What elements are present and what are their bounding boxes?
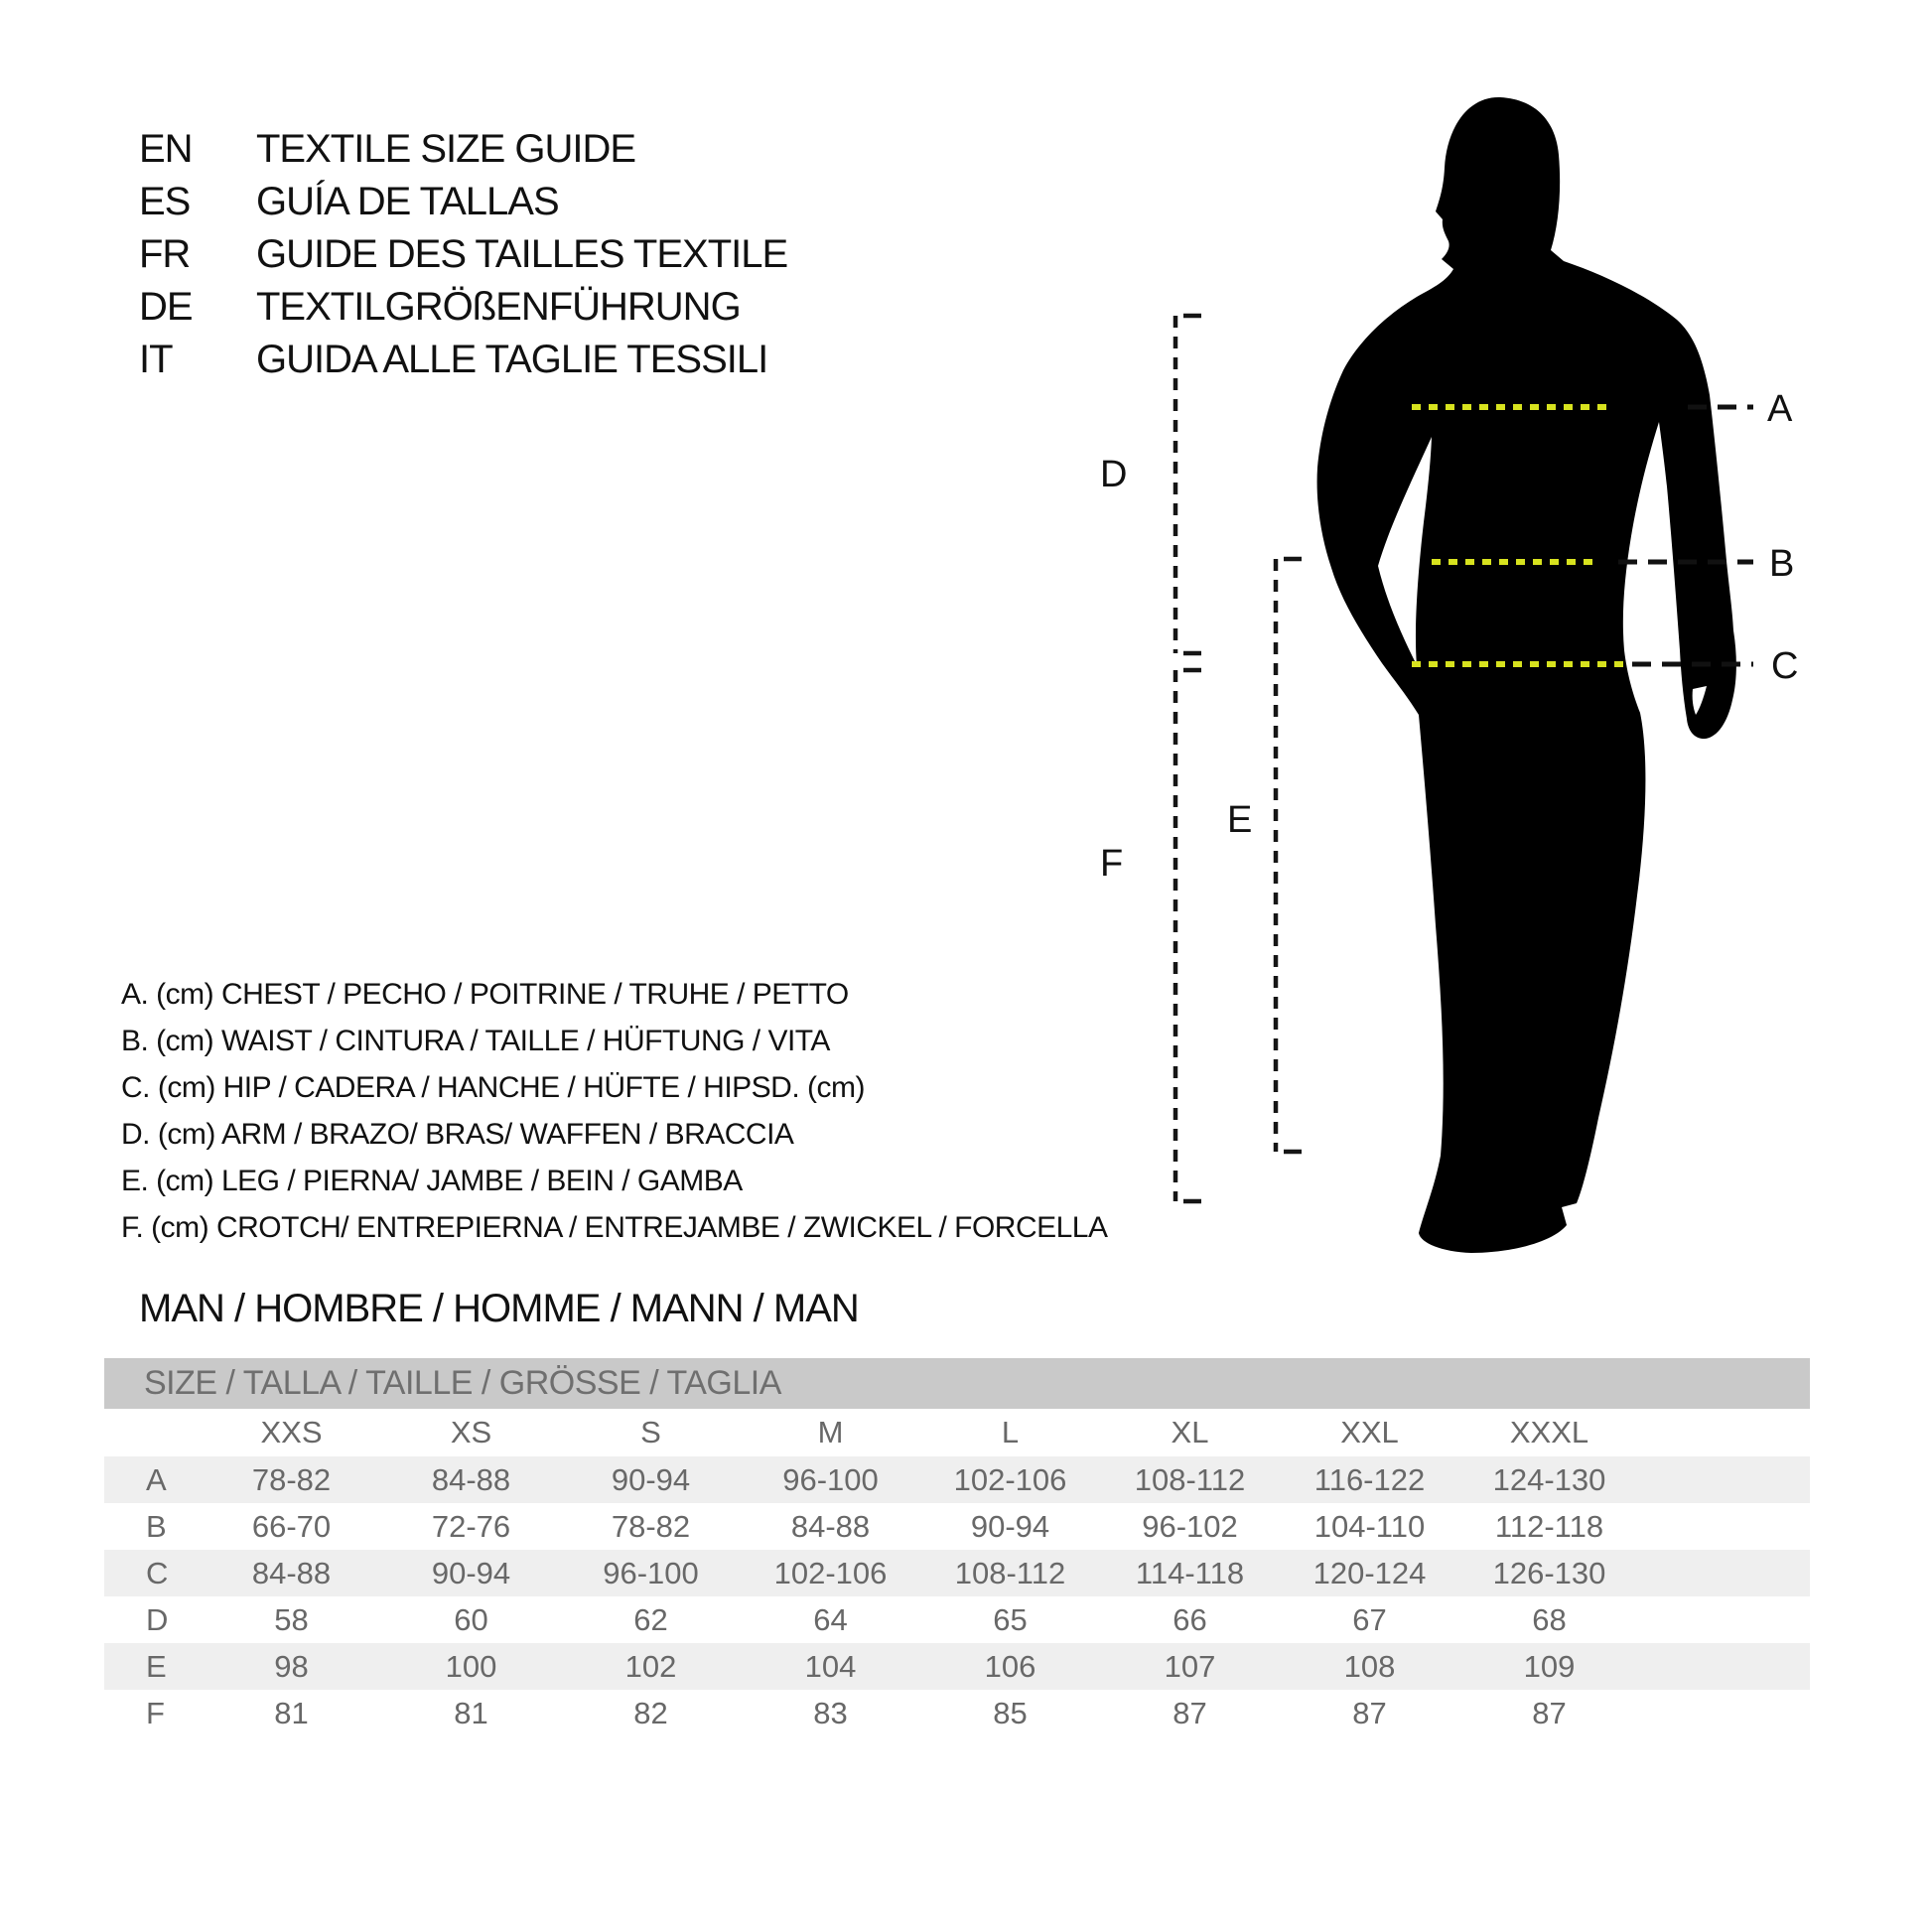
cell: 87 bbox=[1173, 1695, 1207, 1730]
col-header: XL bbox=[1171, 1415, 1209, 1449]
figure-label-arm: D bbox=[1100, 454, 1128, 495]
cell: 116-122 bbox=[1313, 1461, 1426, 1497]
cell: 82 bbox=[633, 1695, 668, 1730]
size-table-grid bbox=[104, 1409, 1810, 1736]
col-header: XXS bbox=[260, 1415, 323, 1449]
cell: 108-112 bbox=[1134, 1461, 1246, 1497]
col-header: XS bbox=[450, 1415, 492, 1449]
cell: 90-94 bbox=[431, 1555, 511, 1590]
figure-label-hip: C bbox=[1771, 645, 1799, 687]
cell: 67 bbox=[1352, 1601, 1387, 1637]
lang-title: TEXTILE SIZE GUIDE bbox=[256, 127, 636, 171]
size-table-header-band: SIZE / TALLA / TAILLE / GRÖSSE / TAGLIA bbox=[104, 1358, 1810, 1409]
legend-line-arm: D. (cm) ARM / BRAZO/ BRAS/ WAFFEN / BRACCIA bbox=[121, 1118, 794, 1151]
row-label: D bbox=[146, 1601, 169, 1637]
cell: 90-94 bbox=[611, 1461, 691, 1497]
lang-row-en bbox=[139, 123, 787, 176]
cell: 126-130 bbox=[1492, 1555, 1606, 1590]
cell: 108-112 bbox=[954, 1555, 1066, 1590]
cell: 68 bbox=[1532, 1601, 1567, 1637]
cell: 78-82 bbox=[611, 1508, 691, 1544]
cell: 62 bbox=[633, 1601, 668, 1637]
col-header: XXL bbox=[1340, 1415, 1399, 1449]
row-label: A bbox=[146, 1461, 167, 1497]
table-row-hip bbox=[104, 1550, 1810, 1596]
legend-line-leg: E. (cm) LEG / PIERNA/ JAMBE / BEIN / GAMBA bbox=[121, 1165, 743, 1197]
cell: 65 bbox=[993, 1601, 1028, 1637]
cell: 84-88 bbox=[431, 1461, 511, 1497]
cell: 102-106 bbox=[953, 1461, 1067, 1497]
lang-row-fr bbox=[139, 228, 787, 281]
cell: 87 bbox=[1352, 1695, 1387, 1730]
lang-code: DE bbox=[139, 285, 193, 329]
spacer-cell bbox=[1639, 1409, 1810, 1456]
table-row-leg bbox=[104, 1643, 1810, 1690]
cell: 104 bbox=[804, 1648, 857, 1684]
lang-title: TEXTILGRÖßENFÜHRUNG bbox=[256, 285, 741, 329]
lang-row-it bbox=[139, 334, 787, 386]
spacer-cell bbox=[1639, 1643, 1810, 1690]
cell: 96-100 bbox=[603, 1555, 699, 1590]
measurement-legend bbox=[121, 971, 1108, 1251]
cell: 81 bbox=[454, 1695, 488, 1730]
arm-torso-gap-left bbox=[1378, 437, 1432, 665]
figure-label-crotch: F bbox=[1100, 843, 1124, 885]
cell: 102-106 bbox=[773, 1555, 888, 1590]
legend-line-waist: B. (cm) WAIST / CINTURA / TAILLE / HÜFTUNG / VITA bbox=[121, 1025, 830, 1057]
cell: 96-102 bbox=[1142, 1508, 1238, 1544]
cell: 66 bbox=[1173, 1601, 1207, 1637]
spacer-cell bbox=[1639, 1596, 1810, 1643]
lang-row-es bbox=[139, 176, 787, 228]
cell: 109 bbox=[1523, 1648, 1576, 1684]
cell: 84-88 bbox=[790, 1508, 871, 1544]
row-label: F bbox=[146, 1695, 165, 1730]
cell: 83 bbox=[813, 1695, 848, 1730]
man-silhouette bbox=[1317, 97, 1736, 1253]
lang-code: EN bbox=[139, 127, 193, 171]
table-row-chest bbox=[104, 1456, 1810, 1503]
cell: 108 bbox=[1343, 1648, 1396, 1684]
cell: 106 bbox=[984, 1648, 1036, 1684]
figure-label-chest: A bbox=[1767, 388, 1793, 430]
cell: 78-82 bbox=[251, 1461, 332, 1497]
spacer-cell bbox=[1639, 1456, 1810, 1503]
language-title-block bbox=[139, 123, 787, 386]
size-columns-row bbox=[104, 1409, 1810, 1456]
cell: 114-118 bbox=[1135, 1555, 1245, 1590]
table-row-crotch bbox=[104, 1690, 1810, 1736]
legend-line-hip: C. (cm) HIP / CADERA / HANCHE / HÜFTE / HIPSD. (cm) bbox=[121, 1071, 865, 1104]
lang-title: GUIDA ALLE TAGLIE TESSILI bbox=[256, 338, 768, 381]
cell: 104-110 bbox=[1313, 1508, 1426, 1544]
table-row-waist bbox=[104, 1503, 1810, 1550]
category-title: MAN / HOMBRE / HOMME / MANN / MAN bbox=[139, 1287, 859, 1330]
cell: 120-124 bbox=[1312, 1555, 1427, 1590]
size-table bbox=[104, 1358, 1810, 1736]
spacer-cell bbox=[1639, 1550, 1810, 1596]
cell: 84-88 bbox=[251, 1555, 332, 1590]
cell: 58 bbox=[274, 1601, 309, 1637]
lang-code: IT bbox=[139, 338, 173, 381]
cell: 72-76 bbox=[431, 1508, 511, 1544]
corner-cell bbox=[104, 1409, 202, 1456]
row-label: B bbox=[146, 1508, 167, 1544]
cell: 90-94 bbox=[970, 1508, 1050, 1544]
legend-line-chest: A. (cm) CHEST / PECHO / POITRINE / TRUHE / PETTO bbox=[121, 978, 849, 1011]
row-label: C bbox=[146, 1555, 169, 1590]
cell: 96-100 bbox=[782, 1461, 879, 1497]
lang-row-de bbox=[139, 281, 787, 334]
cell: 124-130 bbox=[1492, 1461, 1606, 1497]
cell: 100 bbox=[445, 1648, 497, 1684]
figure-label-waist: B bbox=[1769, 543, 1795, 585]
cell: 107 bbox=[1164, 1648, 1216, 1684]
row-label: E bbox=[146, 1648, 167, 1684]
cell: 60 bbox=[454, 1601, 488, 1637]
spacer-cell bbox=[1639, 1690, 1810, 1736]
lang-title: GUIDE DES TAILLES TEXTILE bbox=[256, 232, 788, 276]
lang-code: ES bbox=[139, 180, 191, 223]
cell: 64 bbox=[813, 1601, 848, 1637]
spacer-cell bbox=[1639, 1503, 1810, 1550]
col-header: L bbox=[1001, 1415, 1020, 1449]
cell: 98 bbox=[274, 1648, 309, 1684]
col-header: M bbox=[817, 1415, 844, 1449]
figure-label-leg: E bbox=[1227, 799, 1253, 841]
table-row-arm bbox=[104, 1596, 1810, 1643]
lang-code: FR bbox=[139, 232, 191, 276]
hand-thumb-notch bbox=[1693, 686, 1707, 715]
cell: 87 bbox=[1532, 1695, 1567, 1730]
cell: 66-70 bbox=[251, 1508, 332, 1544]
legend-line-crotch: F. (cm) CROTCH/ ENTREPIERNA / ENTREJAMBE / ZWICKEL / FORCELLA bbox=[121, 1211, 1108, 1244]
lang-title: GUÍA DE TALLAS bbox=[256, 180, 559, 223]
col-header: S bbox=[640, 1415, 661, 1449]
cell: 102 bbox=[624, 1648, 677, 1684]
cell: 85 bbox=[993, 1695, 1028, 1730]
cell: 112-118 bbox=[1494, 1508, 1604, 1544]
cell: 81 bbox=[274, 1695, 309, 1730]
col-header: XXXL bbox=[1509, 1415, 1589, 1449]
